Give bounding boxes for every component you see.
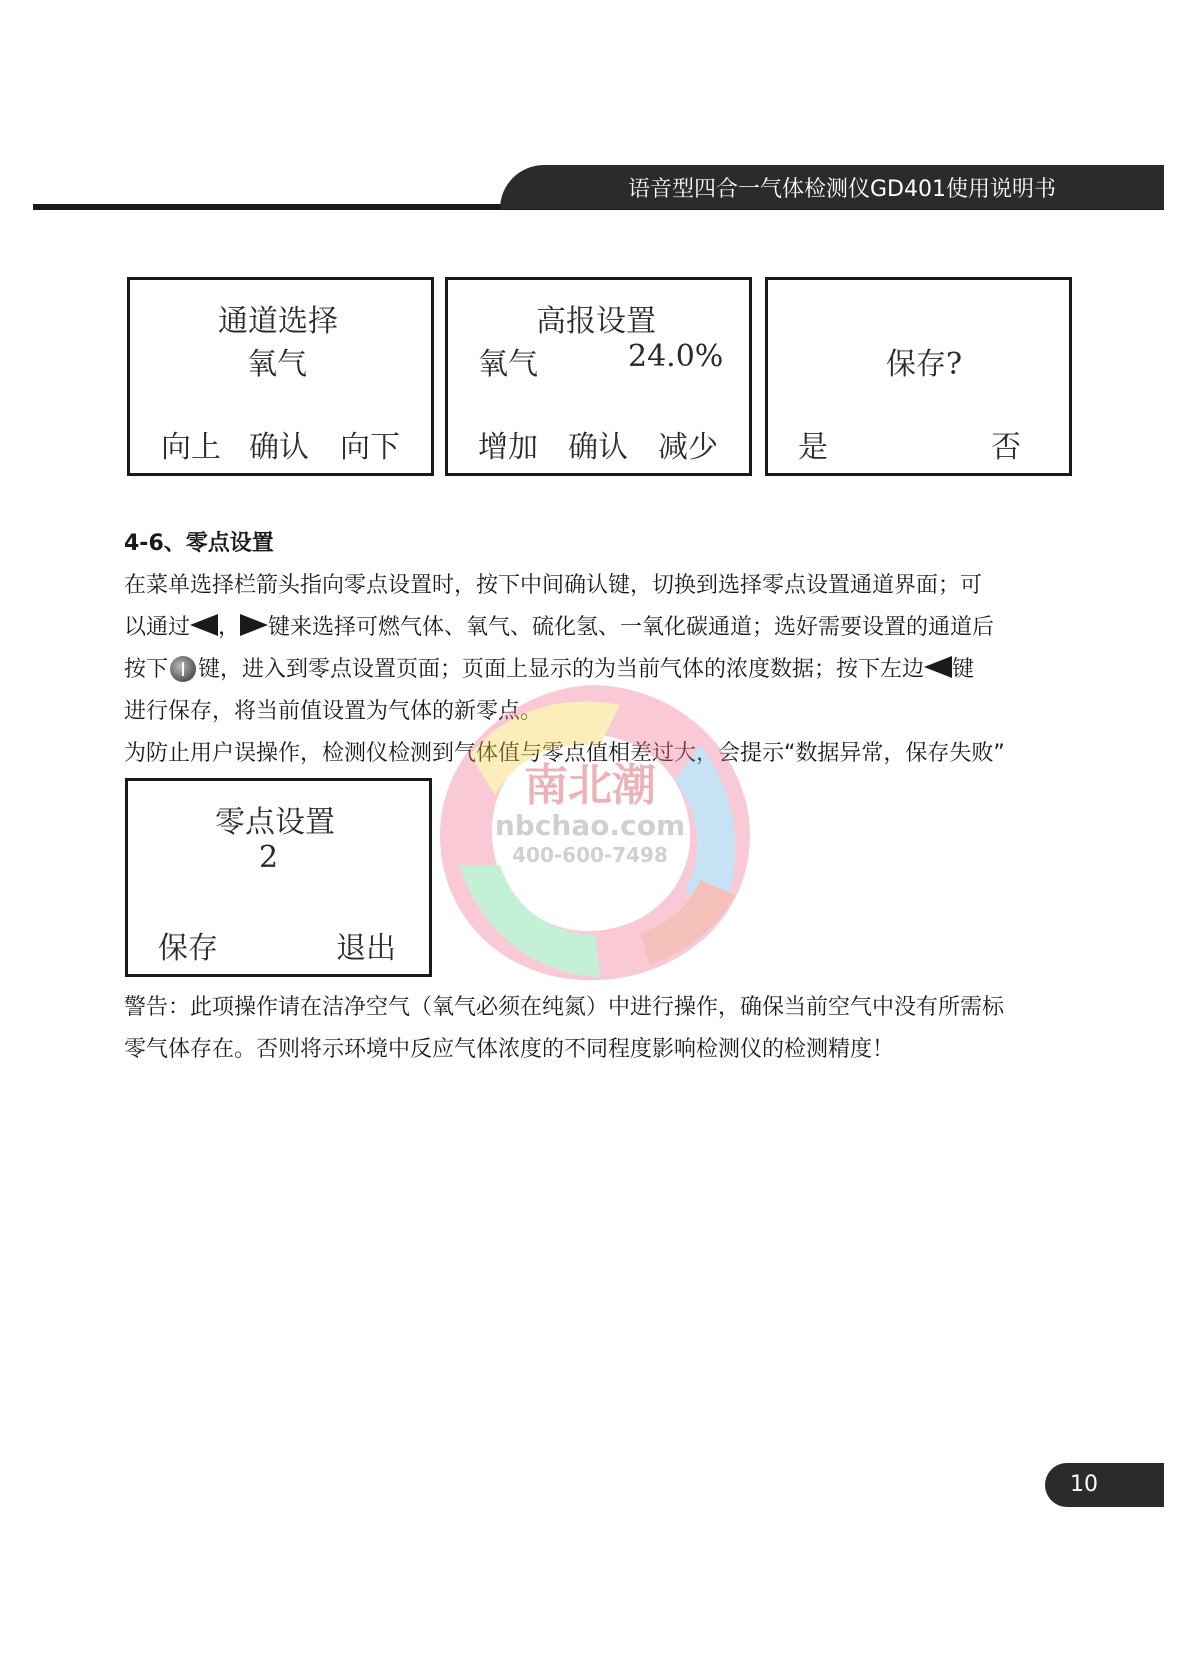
paragraph-line: 在菜单选择栏箭头指向零点设置时，按下中间确认键，切换到选择零点设置通道界面；可: [124, 573, 983, 598]
lcd-left-label: 向上: [161, 430, 221, 465]
paragraph-text: 以通过: [124, 615, 191, 640]
lcd-title: 零点设置: [215, 805, 335, 840]
section-title: 4-6、零点设置: [124, 531, 274, 556]
paragraph-line: [124, 610, 994, 641]
lcd-value: 2: [259, 840, 279, 875]
lcd-title: 通道选择: [218, 304, 338, 339]
confirm-key-icon: [170, 656, 196, 682]
lcd-alarm-value: 24.0%: [628, 339, 724, 374]
lcd-high-alarm: [445, 277, 752, 476]
paragraph-text: ，: [218, 615, 241, 640]
right-arrow-key-icon: [240, 614, 268, 636]
lcd-value: 氧气: [247, 347, 307, 382]
paragraph-text: 键，进入到零点设置页面；页面上显示的为当前气体的浓度数据；按下左边: [198, 657, 925, 682]
lcd-left-label: 保存: [158, 931, 218, 966]
watermark-phone: 400-600-7498: [512, 843, 668, 867]
paragraph-line: 进行保存，将当前值设置为气体的新零点。: [124, 699, 543, 724]
paragraph-line: [124, 652, 974, 683]
lcd-right-label: 向下: [340, 430, 400, 465]
lcd-channel-select: [127, 277, 434, 476]
paragraph-line: 为防止用户误操作，检测仪检测到气体值与零点值相差过大，会提示“数据异常，保存失败”: [124, 741, 1005, 766]
page-number: 10: [1070, 1472, 1098, 1497]
page-number-tab: [1045, 1463, 1164, 1507]
lcd-center-label: 确认: [568, 430, 628, 465]
lcd-right-label: 减少: [658, 430, 718, 465]
lcd-gas: 氧气: [478, 347, 538, 382]
lcd-center-label: 确认: [249, 430, 309, 465]
lcd-title: 高报设置: [536, 304, 656, 339]
left-arrow-key-icon: [190, 614, 218, 636]
left-arrow-key-icon: [924, 656, 952, 678]
watermark-site: nbchao.com: [494, 809, 686, 842]
lcd-left-label: 增加: [478, 430, 538, 465]
lcd-zero-setting: [125, 778, 432, 977]
paragraph-text: 键: [952, 657, 975, 682]
lcd-right-label: 退出: [336, 931, 396, 966]
lcd-right-label: 否: [991, 430, 1021, 465]
lcd-title: 保存?: [886, 347, 963, 382]
lcd-save-confirm: [765, 277, 1072, 476]
header-title: 语音型四合一气体检测仪GD401使用说明书: [628, 177, 1056, 202]
lcd-left-label: 是: [798, 430, 828, 465]
warning-line: 零气体存在。否则将示环境中反应气体浓度的不同程度影响检测仪的检测精度！: [124, 1037, 895, 1062]
watermark-brand: 南北潮: [524, 760, 656, 811]
paragraph-text: 按下: [124, 657, 169, 682]
paragraph-text: 键来选择可燃气体、氧气、硫化氢、一氧化碳通道；选好需要设置的通道后: [268, 615, 995, 640]
warning-line: 警告：此项操作请在洁净空气（氧气必须在纯氮）中进行操作，确保当前空气中没有所需标: [124, 995, 1005, 1020]
